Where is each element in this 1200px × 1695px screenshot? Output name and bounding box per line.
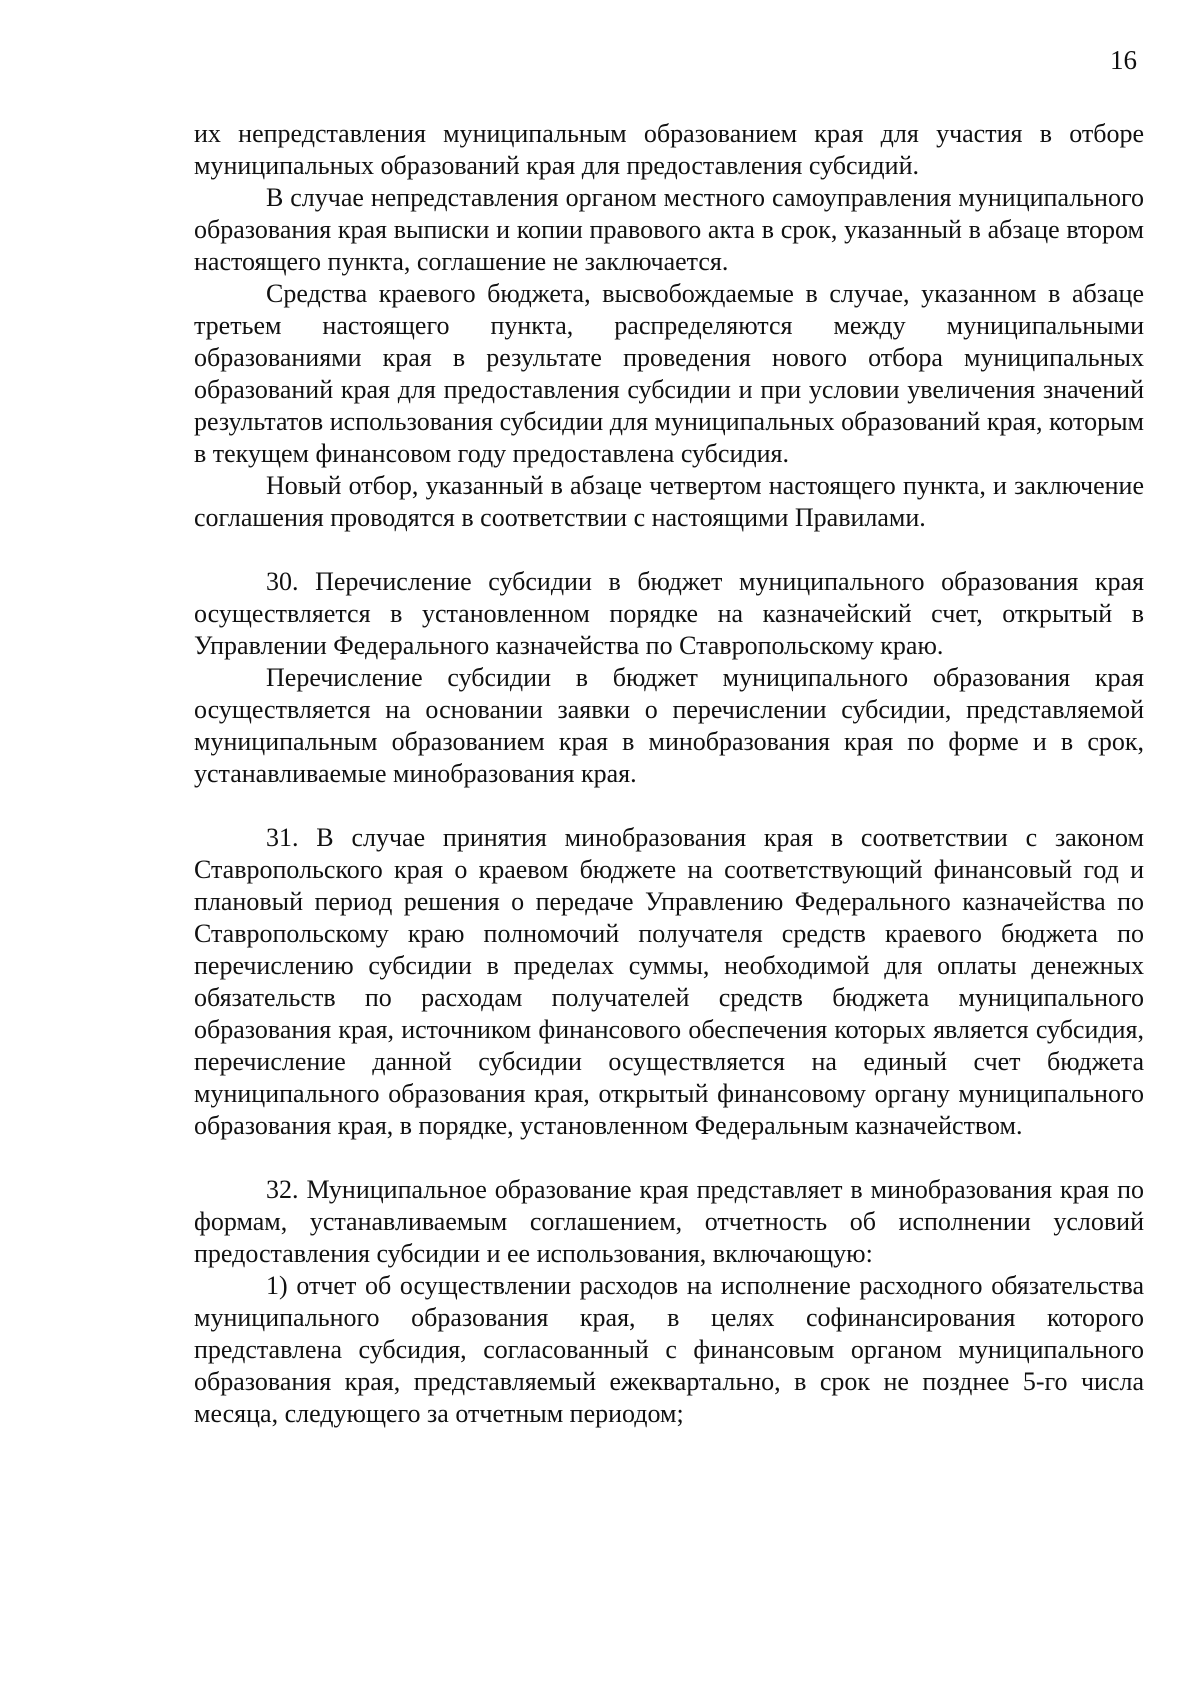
page-number: 16 [1110, 45, 1137, 75]
paragraph-item-31: 31. В случае принятия минобразования края в соответствии с законом Ставропольского края о краевом бюджете на соответствующий финансовый год и плановый период решения о передаче Управлению Федерального казначейства по Ставропольскому краю полномочий получателя средств краевого бюджета по перечислению субсидии в пределах суммы, необходимой для оплаты денежных обязательств по расходам получателей средств бюджета муниципального образования края, источником финансового обеспечения которых является субсидия, перечисление данной субсидии осуществляется на единый счет бюджета муниципального образования края, открытый финансовому органу муниципального образования края, в порядке, установленном Федеральным казначейством. [194, 823, 1144, 1140]
paragraph-item-30: 30. Перечисление субсидии в бюджет муниципального образования края осуществляется в установленном порядке на казначейский счет, открытый в Управлении Федерального казначейства по Ставропольскому краю. [194, 567, 1144, 660]
paragraph: В случае непредставления органом местного самоуправления муниципального образования края выписки и копии правового акта в срок, указанный в абзаце втором настоящего пункта, соглашение не заключается. [194, 183, 1144, 276]
subparagraph-1: 1) отчет об осуществлении расходов на исполнение расходного обязательства муниципального образования края, в целях софинансирования которого представлена субсидия, согласованный с финансовым органом муниципального образования края, представляемый ежеквартально, в срок не позднее 5-го числа месяца, следующего за отчетным периодом; [194, 1271, 1144, 1428]
document-body [194, 118, 1144, 1430]
paragraph: Перечисление субсидии в бюджет муниципального образования края осуществляется на основании заявки о перечислении субсидии, представляемой муниципальным образованием края в минобразования края по форме и в срок, устанавливаемые минобразования края. [194, 663, 1144, 788]
paragraph-continuation: их непредставления муниципальным образованием края для участия в отборе муниципальных образований края для предоставления субсидий. [194, 119, 1144, 180]
paragraph-item-32: 32. Муниципальное образование края представляет в минобразования края по формам, устанавливаемым соглашением, отчетность об исполнении условий предоставления субсидии и ее использования, включающую: [194, 1175, 1144, 1268]
paragraph: Средства краевого бюджета, высвобождаемые в случае, указанном в абзаце третьем настоящего пункта, распределяются между муниципальными образованиями края в результате проведения нового отбора муниципальных образований края для предоставления субсидии и при условии увеличения значений результатов использования субсидии для муниципальных образований края, которым в текущем финансовом году предоставлена субсидия. [194, 279, 1144, 468]
paragraph: Новый отбор, указанный в абзаце четвертом настоящего пункта, и заключение соглашения проводятся в соответствии с настоящими Правилами. [194, 471, 1144, 532]
